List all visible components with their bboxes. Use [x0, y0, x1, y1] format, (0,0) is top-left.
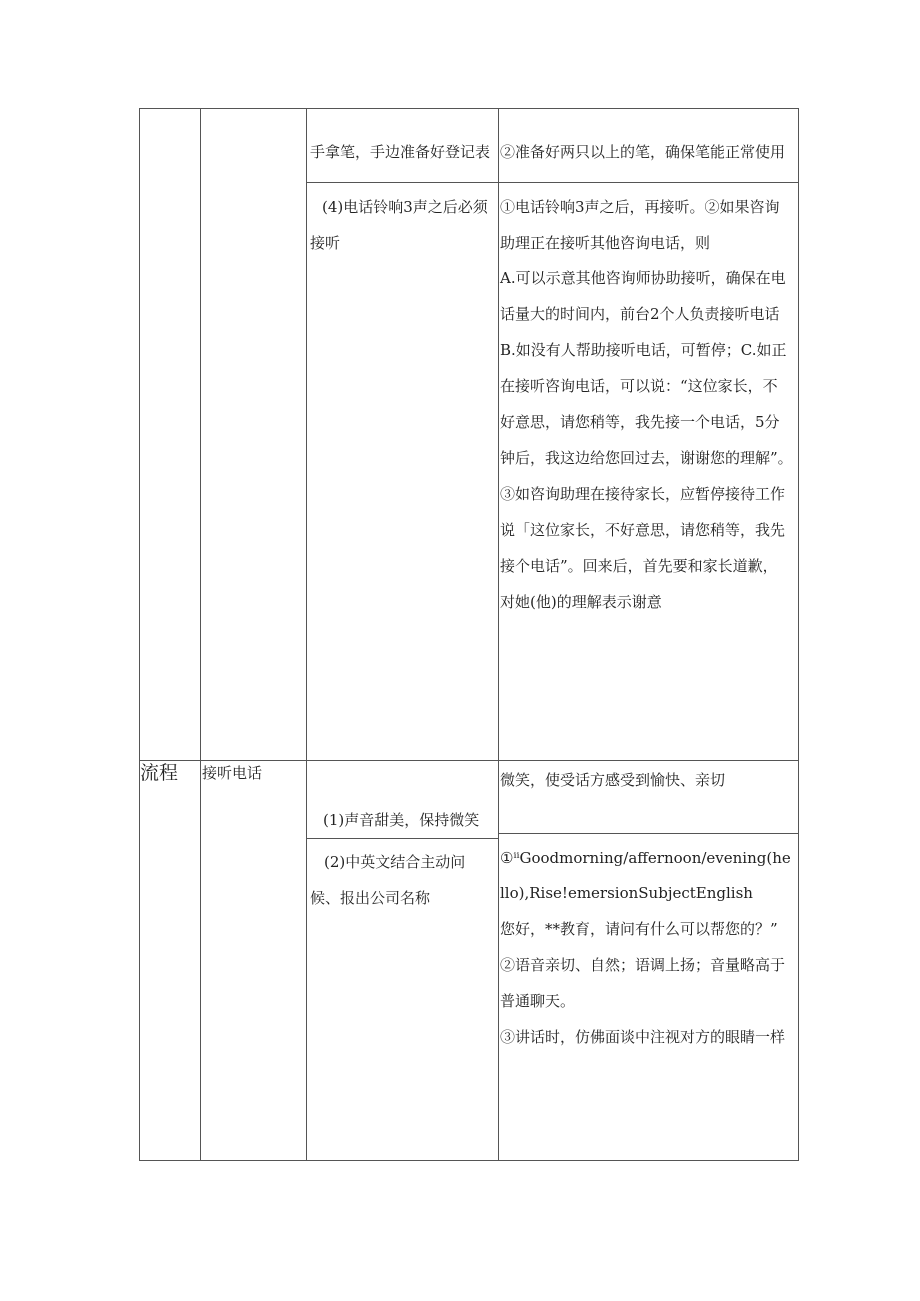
- detail-line: ③如咨询助理在接待家长，应暂停接待工作: [500, 485, 786, 503]
- detail-line: 话量大的时间内，前台2个人负责接听电话: [500, 305, 780, 323]
- table-border-bottom: [139, 1160, 799, 1161]
- row-divider: [307, 838, 499, 839]
- detail-line: ①ⁱⁱGoodmorning/affernoon/evening(he: [500, 849, 791, 867]
- column-divider: [306, 108, 307, 1161]
- table-border-right: [798, 108, 799, 1161]
- detail-line: ②语音亲切、自然；语调上扬；音量略高于: [500, 956, 786, 974]
- detail-line: 钟后，我这边给您回过去，谢谢您的理解”。: [500, 449, 793, 467]
- detail-line: 接个电话”。回来后，首先要和家长道歉，: [500, 557, 778, 575]
- detail-line: 对她(他)的理解表示谢意: [500, 593, 662, 611]
- row-divider: [307, 182, 799, 183]
- step-cell-text: (2)中英文结合主动问候、报出公司名称: [310, 853, 466, 907]
- detail-line: llo),Rise!emersionSubjectEnglish: [500, 884, 753, 902]
- column-divider: [200, 108, 201, 1161]
- column-divider: [498, 108, 499, 1161]
- detail-line: B.如没有人帮助接听电话，可暂停；C.如正: [500, 341, 787, 359]
- section-label: 接听电话: [202, 764, 263, 782]
- detail-line: A.可以示意其他咨询师协助接听，确保在电: [500, 269, 786, 287]
- detail-line: 您好，**教育，请问有什么可以帮您的？”: [500, 920, 778, 938]
- detail-cell-text: 微笑，使受话方感受到愉快、亲切: [500, 771, 726, 789]
- table-border-left: [139, 108, 140, 1161]
- row-divider: [499, 833, 799, 834]
- step-cell-text: (1)声音甜美，保持微笑: [323, 811, 480, 829]
- row-divider: [139, 760, 799, 761]
- detail-line: 在接听咨询电话，可以说：“这位家长，不: [500, 377, 778, 395]
- detail-cell-text: ②准备好两只以上的笔，确保笔能正常使用: [500, 143, 786, 161]
- detail-line: 好意思，请您稍等，我先接一个电话，5分: [500, 413, 780, 431]
- table-border-top: [139, 108, 799, 109]
- detail-line: 说「这位家长，不好意思，请您稍等，我先: [500, 521, 786, 539]
- detail-line: 助理正在接听其他咨询电话，则: [500, 234, 711, 252]
- detail-line: 普通聊天。: [500, 992, 576, 1010]
- step-cell-text: (4)电话铃响3声之后必须接听: [310, 198, 488, 252]
- detail-line: ①电话铃响3声之后，再接听。②如果咨询: [500, 198, 780, 216]
- step-cell-text: 手拿笔，手边准备好登记表: [310, 143, 491, 161]
- category-label: 流程: [140, 762, 179, 784]
- detail-line: ③讲话时，仿佛面谈中注视对方的眼睛一样: [500, 1028, 786, 1046]
